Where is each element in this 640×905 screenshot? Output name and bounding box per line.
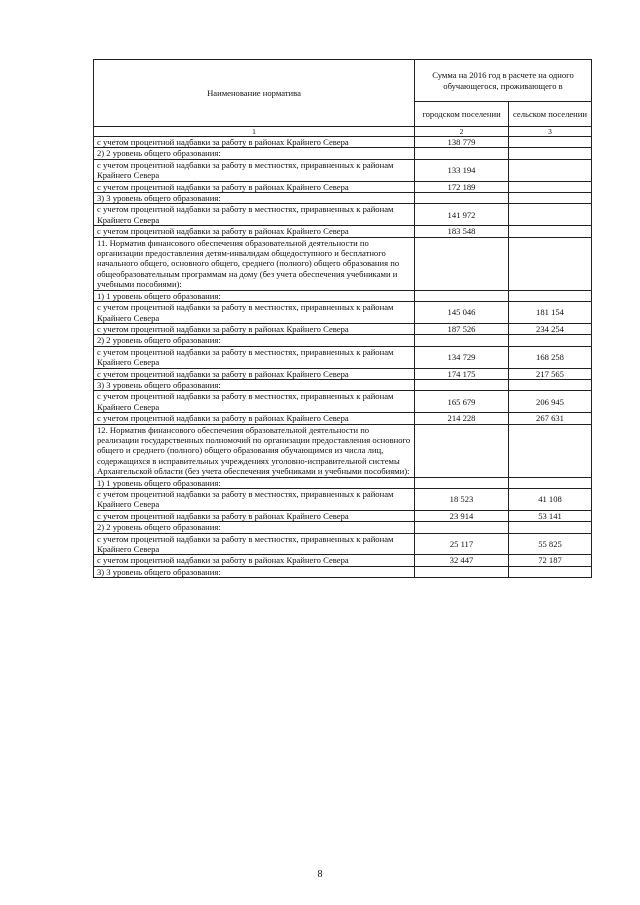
rural-value-cell xyxy=(509,159,592,181)
rural-value-cell: 41 108 xyxy=(509,489,592,511)
rural-value-cell: 217 565 xyxy=(509,368,592,379)
level-label-cell: 1) 1 уровень общего образования: xyxy=(94,290,415,301)
urban-value-cell: 187 526 xyxy=(415,323,509,334)
table-body xyxy=(94,137,592,578)
norm-name-cell: с учетом процентной надбавки за работу в районах Крайнего Севера xyxy=(94,368,415,379)
table-row xyxy=(94,424,592,477)
table-row xyxy=(94,533,592,555)
urban-value-cell xyxy=(415,290,509,301)
rural-value-cell: 181 154 xyxy=(509,302,592,324)
norm-name-cell: с учетом процентной надбавки за работу в районах Крайнего Севера xyxy=(94,510,415,521)
urban-value-cell xyxy=(415,148,509,159)
page-number: 8 xyxy=(317,869,323,880)
table-row xyxy=(94,159,592,181)
section-title-cell: 11. Норматив финансового обеспечения образовательной деятельности по организации предоставления детям-инвалидам общедоступного и бесплатного начального общего, основного общего, среднего (полного) общего образования по общеобразовательным программам на дому (без учета обеспечения учебниками и учебными пособиями): xyxy=(94,237,415,290)
table-row xyxy=(94,368,592,379)
urban-value-cell: 32 447 xyxy=(415,555,509,566)
urban-value-cell: 165 679 xyxy=(415,391,509,413)
table-row xyxy=(94,237,592,290)
urban-value-cell xyxy=(415,477,509,488)
table-row xyxy=(94,193,592,204)
header-urban: городском поселении xyxy=(415,102,509,127)
urban-value-cell xyxy=(415,424,509,477)
table-row xyxy=(94,226,592,237)
table-row xyxy=(94,379,592,390)
table-row xyxy=(94,413,592,424)
norm-name-cell: с учетом процентной надбавки за работу в местностях, приравненных к районам Крайнего Севера xyxy=(94,302,415,324)
norm-name-cell: с учетом процентной надбавки за работу в местностях, приравненных к районам Крайнего Севера xyxy=(94,159,415,181)
urban-value-cell xyxy=(415,379,509,390)
table-row xyxy=(94,346,592,368)
urban-value-cell: 138 779 xyxy=(415,137,509,148)
rural-value-cell xyxy=(509,566,592,577)
rural-value-cell xyxy=(509,335,592,346)
rural-value-cell xyxy=(509,379,592,390)
rural-value-cell xyxy=(509,137,592,148)
rural-value-cell xyxy=(509,204,592,226)
table-row xyxy=(94,391,592,413)
table-row xyxy=(94,302,592,324)
urban-value-cell: 134 729 xyxy=(415,346,509,368)
norm-name-cell: с учетом процентной надбавки за работу в местностях, приравненных к районам Крайнего Севера xyxy=(94,391,415,413)
header-sum-column: Сумма на 2016 год в расчете на одного обучающегося, проживающего в xyxy=(415,60,592,102)
table-row xyxy=(94,137,592,148)
rural-value-cell xyxy=(509,148,592,159)
rural-value-cell: 206 945 xyxy=(509,391,592,413)
table-row xyxy=(94,204,592,226)
norm-name-cell: с учетом процентной надбавки за работу в районах Крайнего Севера xyxy=(94,226,415,237)
urban-value-cell: 145 046 xyxy=(415,302,509,324)
rural-value-cell: 267 631 xyxy=(509,413,592,424)
level-label-cell: 2) 2 уровень общего образования: xyxy=(94,522,415,533)
table-row xyxy=(94,323,592,334)
rural-value-cell xyxy=(509,181,592,192)
column-index-3: 3 xyxy=(509,127,592,137)
column-index-1: 1 xyxy=(94,127,415,137)
norm-name-cell: с учетом процентной надбавки за работу в районах Крайнего Севера xyxy=(94,413,415,424)
urban-value-cell: 174 175 xyxy=(415,368,509,379)
rural-value-cell xyxy=(509,290,592,301)
section-title-cell: 12. Норматив финансового обеспечения образовательной деятельности по реализации государственных полномочий по организации предоставления основного общего и среднего (полного) общего образования обучающимся из числа лиц, содержащихся в исправительных учреждениях уголовно-исправительной системы Архангельской области (без учета обеспечения учебниками и учебными пособиями): xyxy=(94,424,415,477)
urban-value-cell: 25 117 xyxy=(415,533,509,555)
urban-value-cell: 141 972 xyxy=(415,204,509,226)
level-label-cell: 3) 3 уровень общего образования: xyxy=(94,566,415,577)
rural-value-cell xyxy=(509,226,592,237)
norm-name-cell: с учетом процентной надбавки за работу в районах Крайнего Севера xyxy=(94,555,415,566)
column-index-2: 2 xyxy=(415,127,509,137)
rural-value-cell: 168 258 xyxy=(509,346,592,368)
urban-value-cell: 23 914 xyxy=(415,510,509,521)
norm-name-cell: с учетом процентной надбавки за работу в районах Крайнего Севера xyxy=(94,323,415,334)
urban-value-cell: 183 548 xyxy=(415,226,509,237)
table-row xyxy=(94,489,592,511)
rural-value-cell xyxy=(509,477,592,488)
norm-name-cell: с учетом процентной надбавки за работу в местностях, приравненных к районам Крайнего Севера xyxy=(94,489,415,511)
rural-value-cell xyxy=(509,424,592,477)
table-row xyxy=(94,148,592,159)
header-rural: сельском поселении xyxy=(509,102,592,127)
level-label-cell: 2) 2 уровень общего образования: xyxy=(94,148,415,159)
norm-name-cell: с учетом процентной надбавки за работу в местностях, приравненных к районам Крайнего Севера xyxy=(94,204,415,226)
table-header xyxy=(94,60,592,137)
urban-value-cell: 133 194 xyxy=(415,159,509,181)
table-row xyxy=(94,181,592,192)
urban-value-cell: 18 523 xyxy=(415,489,509,511)
norm-name-cell: с учетом процентной надбавки за работу в районах Крайнего Севера xyxy=(94,137,415,148)
table-row xyxy=(94,566,592,577)
table-row xyxy=(94,510,592,521)
urban-value-cell xyxy=(415,237,509,290)
level-label-cell: 3) 3 уровень общего образования: xyxy=(94,379,415,390)
urban-value-cell xyxy=(415,193,509,204)
norm-name-cell: с учетом процентной надбавки за работу в местностях, приравненных к районам Крайнего Севера xyxy=(94,533,415,555)
norms-table xyxy=(93,59,592,578)
table-row xyxy=(94,555,592,566)
urban-value-cell: 214 228 xyxy=(415,413,509,424)
level-label-cell: 1) 1 уровень общего образования: xyxy=(94,477,415,488)
urban-value-cell xyxy=(415,335,509,346)
rural-value-cell: 55 825 xyxy=(509,533,592,555)
rural-value-cell: 234 254 xyxy=(509,323,592,334)
table-row xyxy=(94,477,592,488)
level-label-cell: 2) 2 уровень общего образования: xyxy=(94,335,415,346)
rural-value-cell xyxy=(509,522,592,533)
urban-value-cell xyxy=(415,566,509,577)
rural-value-cell: 53 141 xyxy=(509,510,592,521)
rural-value-cell xyxy=(509,237,592,290)
table-row xyxy=(94,335,592,346)
table-row xyxy=(94,522,592,533)
urban-value-cell: 172 189 xyxy=(415,181,509,192)
norm-name-cell: с учетом процентной надбавки за работу в местностях, приравненных к районам Крайнего Севера xyxy=(94,346,415,368)
rural-value-cell: 72 187 xyxy=(509,555,592,566)
level-label-cell: 3) 3 уровень общего образования: xyxy=(94,193,415,204)
urban-value-cell xyxy=(415,522,509,533)
norm-name-cell: с учетом процентной надбавки за работу в районах Крайнего Севера xyxy=(94,181,415,192)
table-row xyxy=(94,290,592,301)
rural-value-cell xyxy=(509,193,592,204)
header-name-column: Наименование норматива xyxy=(94,60,415,127)
